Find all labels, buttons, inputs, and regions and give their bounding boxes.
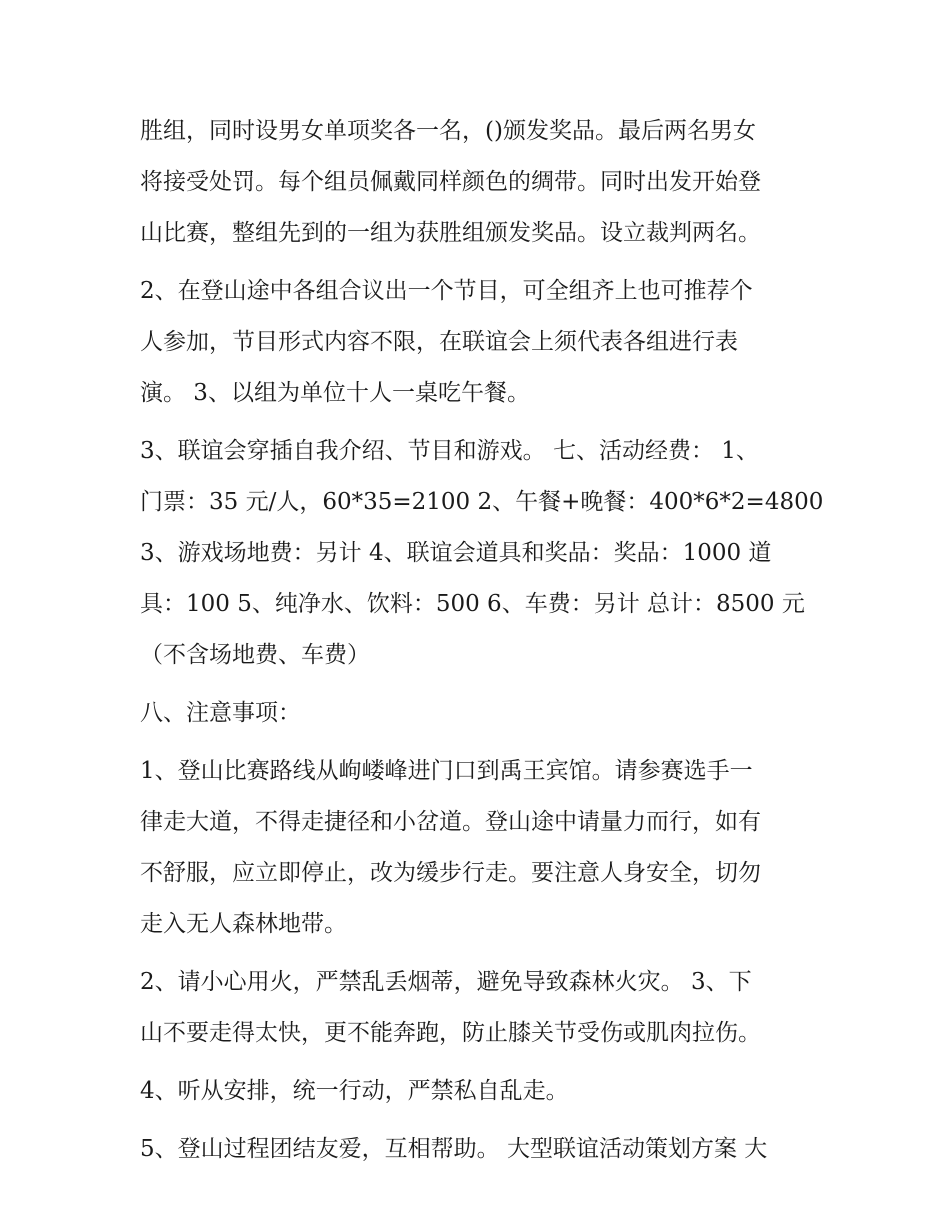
text-line: （不含场地费、车费） xyxy=(140,642,370,668)
text-line: 4、听从安排，统一行动，严禁私自乱走。 xyxy=(140,1078,569,1104)
section-heading-notes xyxy=(140,688,820,739)
text-line: 山不要走得太快，更不能奔跑，防止膝关节受伤或肌肉拉伤。 xyxy=(140,1020,761,1046)
text-line: 山比赛，整组先到的一组为获胜组颁发奖品。设立裁判两名。 xyxy=(140,220,761,246)
document-body xyxy=(140,106,824,1182)
paragraph-awards xyxy=(140,106,820,259)
text-line: 2、在登山途中各组合议出一个节目，可全组齐上也可推荐个 xyxy=(140,278,753,304)
text-line: 5、登山过程团结友爱，互相帮助。 大型联谊活动策划方案 大 xyxy=(140,1136,768,1162)
paragraph-note-1 xyxy=(140,746,820,950)
text-line: 1、登山比赛路线从岣嵝峰进门口到禹王宾馆。请参赛选手一 xyxy=(140,758,753,784)
paragraph-program xyxy=(140,266,820,419)
text-line: 2、请小心用火，严禁乱丢烟蒂，避免导致森林火灾。 3、下 xyxy=(140,969,752,995)
paragraph-note-5 xyxy=(140,1124,820,1175)
section-heading: 八、注意事项： xyxy=(140,700,301,726)
paragraph-note-2 xyxy=(140,957,820,1059)
paragraph-note-4 xyxy=(140,1066,820,1117)
paragraph-budget xyxy=(140,426,824,681)
text-line: 不舒服，应立即停止，改为缓步行走。要注意人身安全，切勿 xyxy=(140,860,761,886)
text-line: 律走大道，不得走捷径和小岔道。登山途中请量力而行，如有 xyxy=(140,809,761,835)
text-line: 将接受处罚。每个组员佩戴同样颜色的绸带。同时出发开始登 xyxy=(140,169,761,195)
text-line: 3、游戏场地费：另计 4、联谊会道具和奖品：奖品：1000 道 xyxy=(140,540,772,566)
text-line: 3、联谊会穿插自我介绍、节目和游戏。 七、活动经费： 1、 xyxy=(140,438,759,464)
text-line: 走入无人森林地带。 xyxy=(140,911,347,937)
text-line: 胜组，同时设男女单项奖各一名，()颁发奖品。最后两名男女 xyxy=(140,118,756,144)
text-line: 人参加，节目形式内容不限，在联谊会上须代表各组进行表 xyxy=(140,329,738,355)
text-line: 具：100 5、纯净水、饮料：500 6、车费：另计 总计：8500 元 xyxy=(140,591,805,617)
text-line: 演。 3、以组为单位十人一桌吃午餐。 xyxy=(140,380,530,406)
text-line: 门票：35 元/人，60*35=2100 2、午餐+晚餐：400*6*2=4800 xyxy=(140,489,824,515)
